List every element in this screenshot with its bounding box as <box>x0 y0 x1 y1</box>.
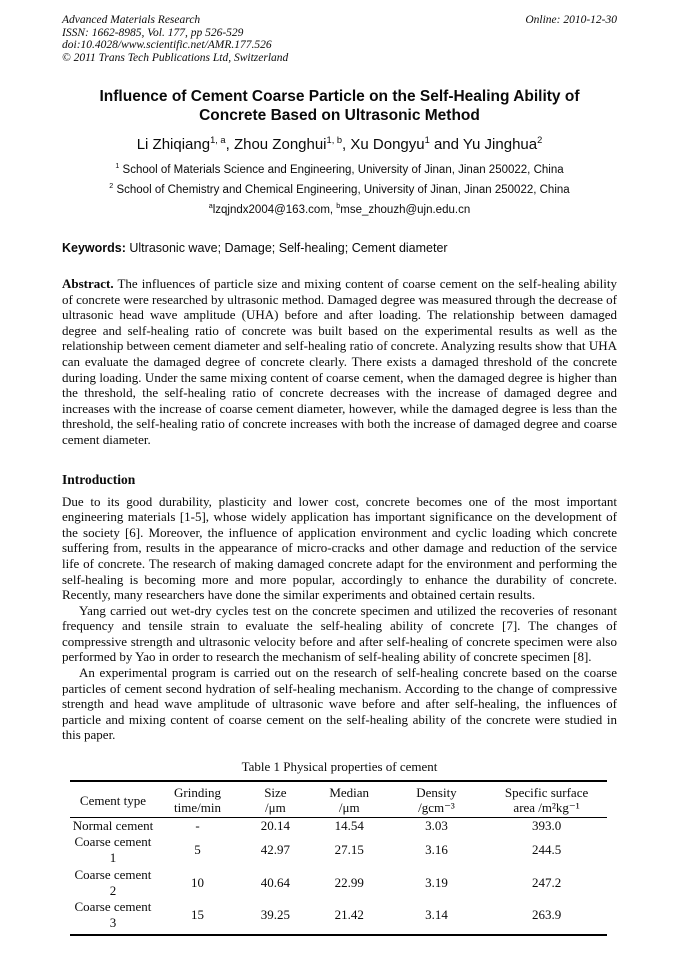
table-cell: 3.14 <box>425 907 448 923</box>
intro-paragraph: Yang carried out wet-dry cycles test on the concrete specimen and utilized the recoveries of resonant frequency and tensile strain to evaluate the self-healing ability of concrete [7]. The changes of compressive strength and ultrasonic velocity before and after self-healing of concrete specimen were also performed by Yao in order to research the mechanism of self-healing ability of concrete specimen [8]. <box>62 602 617 665</box>
table-cell: Coarse cement 2 <box>74 866 152 898</box>
table-cell: 3.03 <box>425 818 448 834</box>
author <box>463 136 542 153</box>
intro-paragraph: Due to its good durability, plasticity and lower cost, concrete becomes one of the most important engineering materials [1-5], whose widely application has important significance on the development of the society [6]. Moreover, the influence of application environment and cyclic loading which concrete suffering from, results in the appearance of micro-cracks and other damage and reduction of the service life of concrete. The research of making damaged concrete adapt for the environment and performing the self-healing is becoming more and more popular, accordingly to enhance the durability of concrete. Recently, many researchers have done the similar experiments and obtained certain results. <box>62 493 617 603</box>
table-header-cell <box>312 781 387 818</box>
author-separator: and <box>429 136 463 153</box>
physical-properties-table <box>70 780 607 936</box>
affiliation-text: School of Chemistry and Chemical Engineering, University of Jinan, Jinan 250022, China <box>113 184 570 196</box>
affiliation-superscript: 1 <box>115 162 120 171</box>
author-name: Xu Dongyu <box>350 136 425 153</box>
copyright-line: © 2011 Trans Tech Publications Ltd, Switzerland <box>62 51 289 64</box>
intro-paragraph: An experimental program is carried out on the research of self-healing concrete based on the coarse particles of cement second hydration of self-healing mechanism. According to the change of compressive strength and head wave amplitude of ultrasonic wave before and after self-healing, the influences of particle and mixing content of coarse cement on the self-healing ability of the concrete were studied in this paper. <box>62 665 617 743</box>
author-name: Li Zhiqiang <box>136 136 211 153</box>
email <box>209 204 337 216</box>
table-header-cell <box>387 781 486 818</box>
header-line-1: Grinding <box>174 785 221 801</box>
table-row <box>70 818 607 835</box>
table-cell: 39.25 <box>260 907 290 923</box>
email-text: lzqjndx2004@163.com <box>212 204 330 216</box>
header-line-2: time/min <box>174 800 221 816</box>
header-line-1: Specific surface <box>504 785 589 801</box>
emails-line <box>62 200 617 220</box>
header-line-2: /μm <box>265 800 286 816</box>
header-line-2: /μm <box>338 800 360 816</box>
keywords-text: Ultrasonic wave; Damage; Self-healing; Cement diameter <box>125 241 448 255</box>
table-body <box>70 818 607 936</box>
email-text: mse_zhouzh@ujn.edu.cn <box>340 204 471 216</box>
affiliation-text: School of Materials Science and Engineering, University of Jinan, Jinan 250022, China <box>119 164 564 176</box>
email <box>336 204 470 216</box>
header-line-1: Density <box>416 785 457 801</box>
header-line-1: Median <box>329 785 370 801</box>
issn-line: ISSN: 1662-8985, Vol. 177, pp 526-529 <box>62 26 244 39</box>
table-cell: Coarse cement 3 <box>74 899 152 931</box>
authors-line <box>62 135 617 155</box>
email-superscript: a <box>208 202 213 211</box>
author <box>137 136 234 153</box>
table-cell: 247.2 <box>531 874 562 890</box>
table-header-row <box>70 781 607 818</box>
author-superscript: 1, a <box>210 135 226 145</box>
header-line-2: /gcm⁻³ <box>418 800 455 816</box>
email-superscript: b <box>336 202 341 211</box>
table-header-cell <box>156 781 239 818</box>
table-cell: 14.54 <box>334 818 364 834</box>
author-superscript: 1, b <box>326 135 343 145</box>
keywords-label: Keywords: <box>62 241 126 255</box>
author-superscript: 2 <box>537 135 543 145</box>
abstract <box>62 276 617 448</box>
author <box>350 136 462 153</box>
doi-line: doi:10.4028/www.scientific.net/AMR.177.526 <box>62 39 272 51</box>
header-line-1: Size <box>264 785 287 801</box>
table-cell: Coarse cement 1 <box>74 834 152 866</box>
author-separator: , <box>342 136 351 153</box>
author-name: Yu Jinghua <box>462 136 538 153</box>
author-superscript: 1 <box>424 135 430 145</box>
table-row <box>70 899 607 935</box>
table-cell: 15 <box>191 907 205 923</box>
header-line-2: area /m²kg⁻¹ <box>513 800 580 816</box>
online-date: Online: 2010-12-30 <box>525 14 617 26</box>
table-cell: 27.15 <box>334 842 364 858</box>
author <box>234 136 350 153</box>
table-cell: 3.16 <box>425 842 448 858</box>
introduction-body <box>62 494 617 744</box>
journal-header-left <box>62 14 288 64</box>
table-cell: Normal cement <box>72 818 154 834</box>
table-cell: - <box>195 818 200 834</box>
table-header-cell <box>239 781 311 818</box>
table-cell: 21.42 <box>334 907 364 923</box>
paper-title: Influence of Cement Coarse Particle on the Self-Healing Ability of Concrete Based on Ultrasonic Method <box>99 88 580 124</box>
keywords-line <box>62 241 617 256</box>
table-cell: 5 <box>194 842 201 858</box>
section-heading-introduction: Introduction <box>62 471 136 487</box>
table-header-cell <box>70 781 156 818</box>
header-line-1: Cement type <box>79 792 146 808</box>
table-cell: 244.5 <box>531 842 562 858</box>
table-caption: Table 1 Physical properties of cement <box>241 759 438 775</box>
table-row <box>70 867 607 899</box>
table-cell: 42.97 <box>260 842 290 858</box>
affiliation-superscript: 2 <box>109 182 114 191</box>
table-cell: 393.0 <box>531 818 562 834</box>
author-name: Zhou Zonghui <box>233 136 327 153</box>
table-row <box>70 834 607 866</box>
table-cell: 3.19 <box>425 874 448 890</box>
author-separator: , <box>225 136 234 153</box>
abstract-label: Abstract. <box>62 276 114 291</box>
table-cell: 20.14 <box>260 818 290 834</box>
table-cell: 263.9 <box>531 907 562 923</box>
table-header-cell <box>486 781 607 818</box>
affiliation-line <box>62 180 617 200</box>
table-cell: 10 <box>191 874 205 890</box>
journal-header <box>62 14 617 64</box>
abstract-text: The influences of particle size and mixing content of coarse cement on the self-healing ability of concrete were researched by ultrasonic method. Damaged degree was measured through the decrease of ultrasonic head wave amplitude (UHA) before and after loading. The relationship between damaged degree and self-healing ratio of concrete was built based on the experimental results as well as the relationship between cement diameter and self-healing ratio of concrete. Analyzing results show that UHA can evaluate the damaged degree of concrete clearly. There exists a damaged threshold of the concrete during loading. Under the same mixing content of coarse cement, when the damaged degree is higher than the threshold, the self-healing ratio of concrete decreases with the increase of damaged degree and increases with the increase of coarse cement diameter, however, while the damaged degree is less than the threshold, the self-healing ratio of concrete increases with both the increase of damaged degree and coarse cement diameter. <box>62 276 617 447</box>
email-separator: , <box>329 204 337 216</box>
journal-name: Advanced Materials Research <box>62 14 201 26</box>
affiliations <box>62 160 617 200</box>
table-cell: 22.99 <box>334 874 364 890</box>
table-cell: 40.64 <box>260 874 290 890</box>
affiliation-line <box>62 160 617 180</box>
